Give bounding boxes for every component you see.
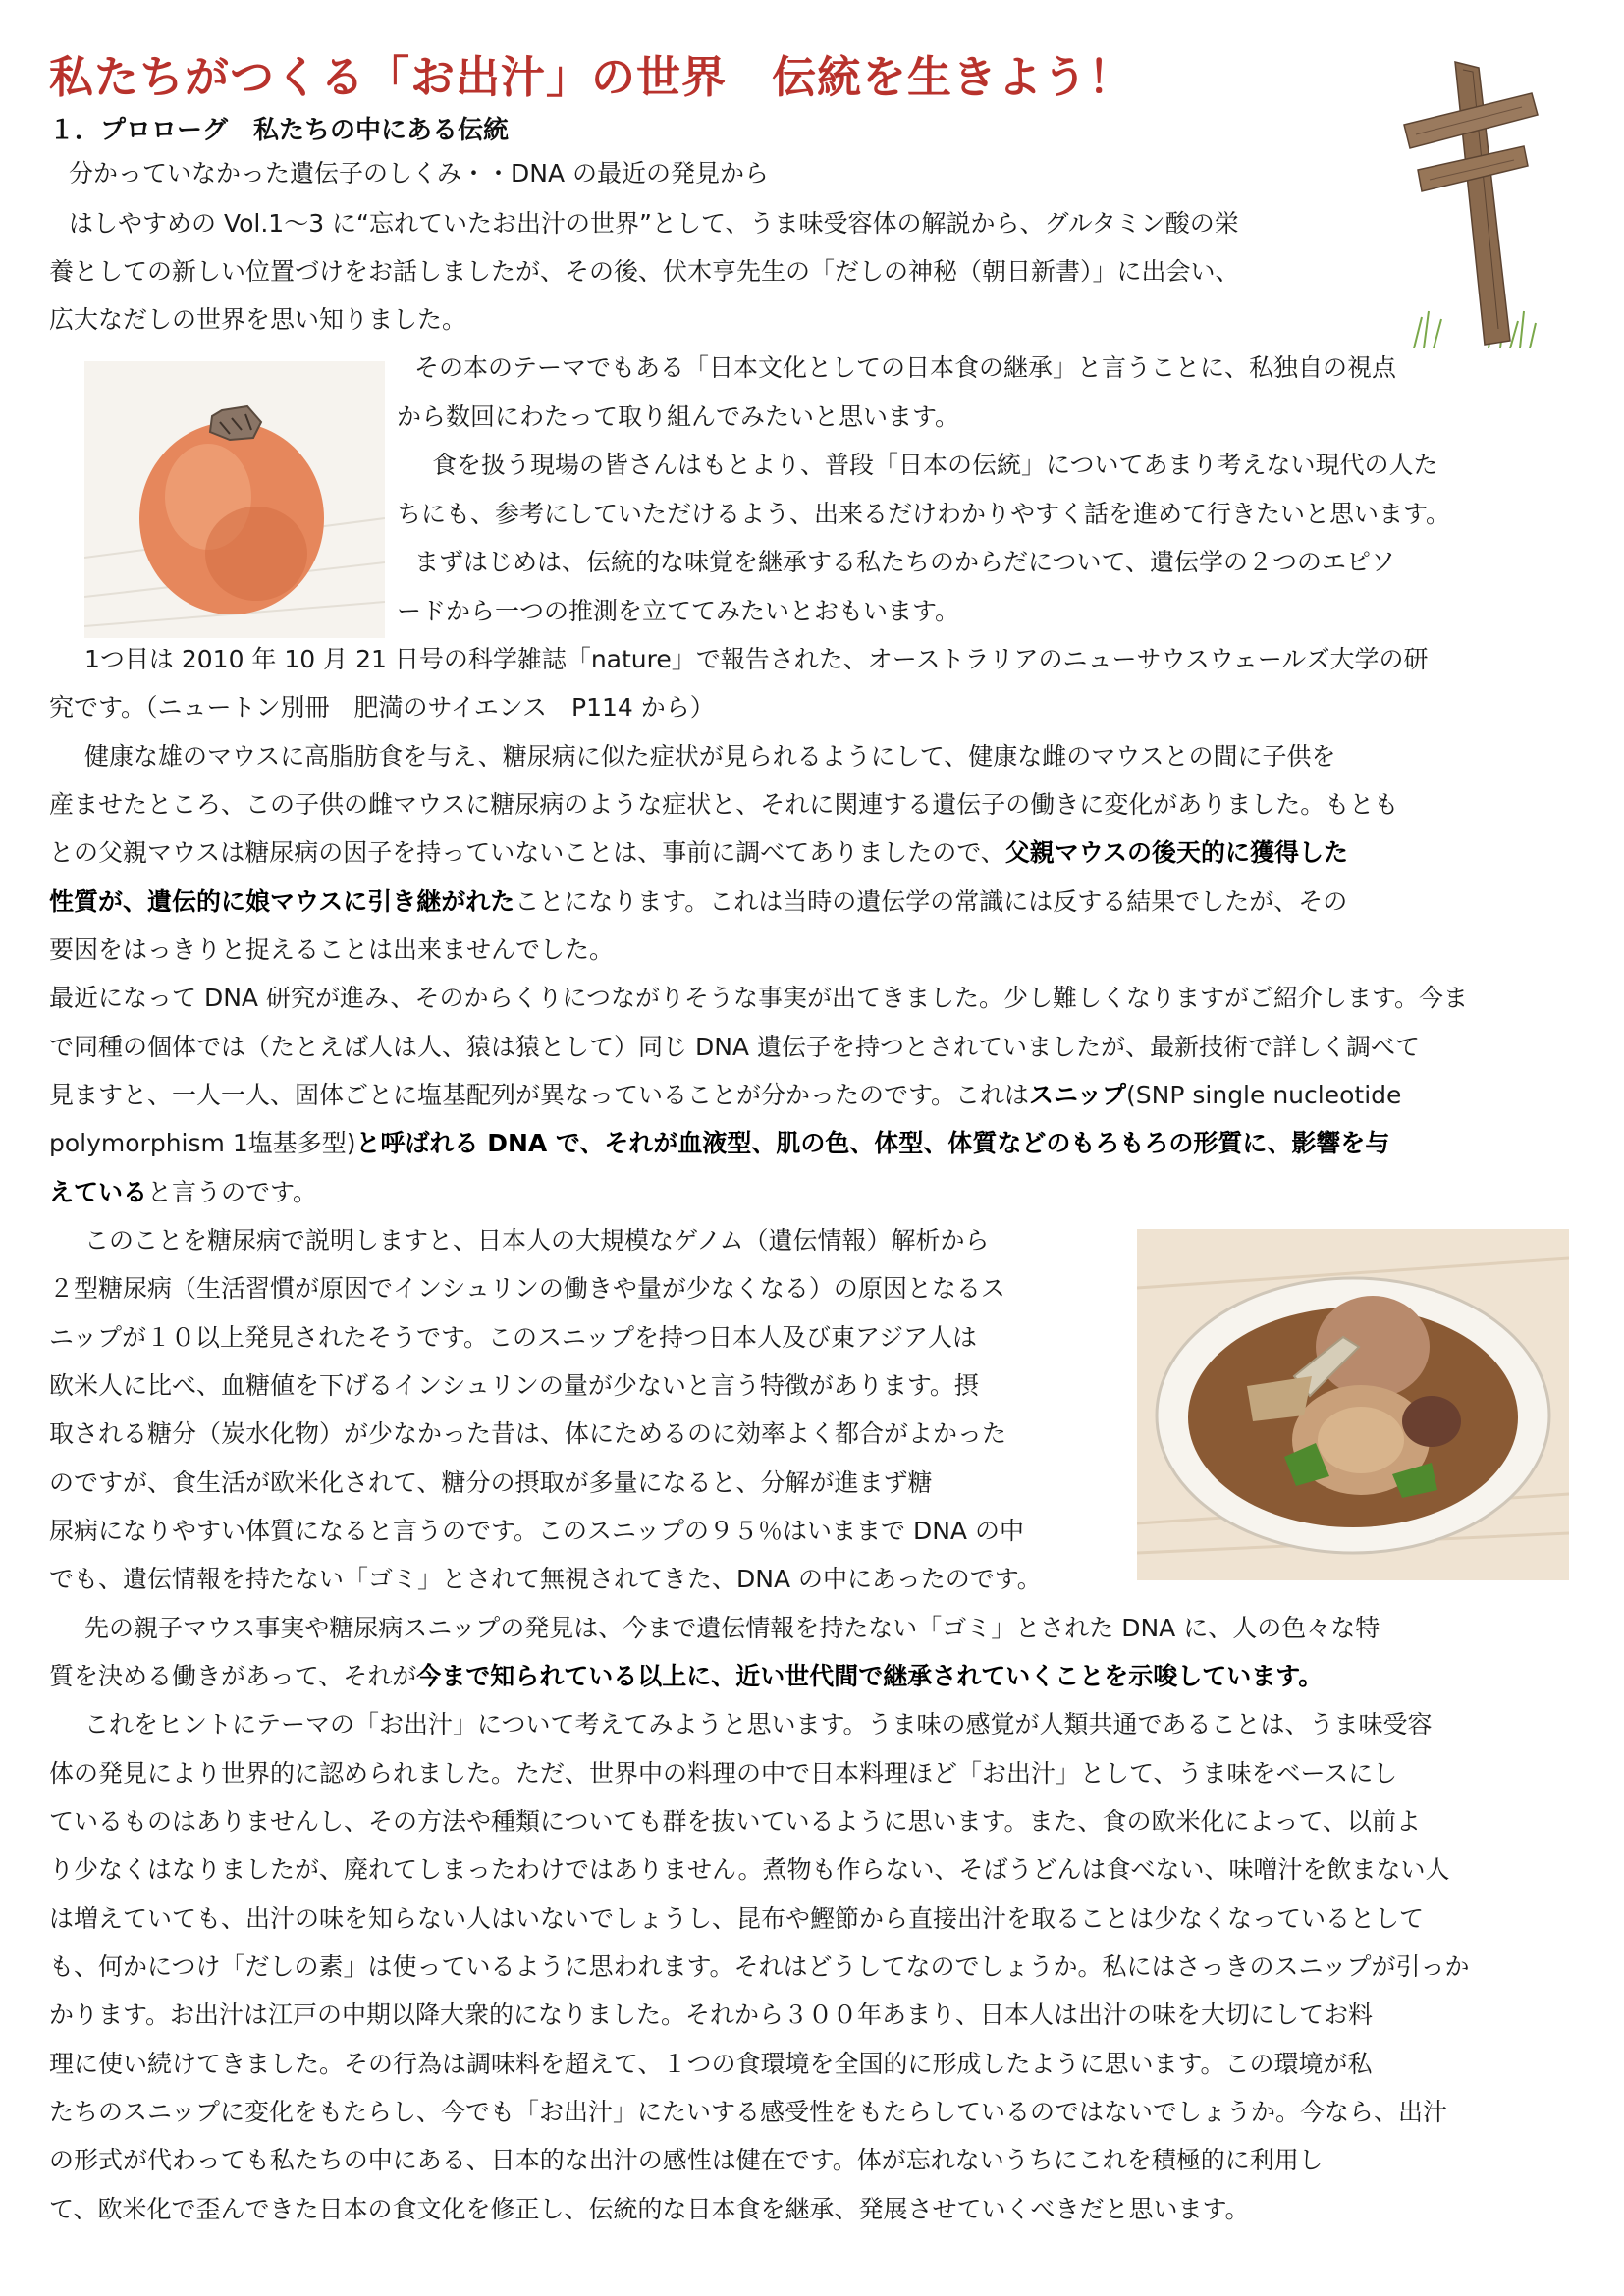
text-line: ードから一つの推測を立ててみたいとおもいます。 — [397, 597, 960, 625]
text-line: ているものはありませんし、その方法や種類についても群を抜いているように思います。また、食の欧米化によって、以前よ — [49, 1807, 1422, 1836]
section-heading: １．プロローグ 私たちの中にある伝統 — [49, 116, 510, 145]
text-line: ちにも、参考にしていただけるよう、出来るだけわかりやすく話を進めて行きたいと思います。 — [397, 500, 1451, 528]
text-line: ２型糖尿病（生活習慣が原因でインシュリンの働きや量が少なくなる）の原因となるス — [49, 1274, 1005, 1303]
emphasis-text: と呼ばれる DNA で、それが血液型、肌の色、体型、体質などのもろもろの形質に、影響を与 — [355, 1129, 1390, 1157]
text-line: 見ますと、一人一人、固体ごとに塩基配列が異なっていることが分かったのです。これはスニップ(SNP single nucleotide — [49, 1081, 1402, 1109]
text-line: polymorphism 1塩基多型)と呼ばれる DNA で、それが血液型、肌の色、体型、体質などのもろもろの形質に、影響を与 — [49, 1129, 1390, 1157]
text-line: 性質が、遺伝的に娘マウスに引き継がれたことになります。これは当時の遺伝学の常識には反する結果でしたが、その — [49, 887, 1348, 916]
emphasis-text: 性質が、遺伝的に娘マウスに引き継がれた — [49, 887, 515, 916]
text-line: 欧米人に比べ、血糖値を下げるインシュリンの量が少ないと言う特徴があります。摂 — [49, 1371, 979, 1400]
text-line: 1つ目は 2010 年 10 月 21 日号の科学雑誌「nature」で報告された、オーストラリアのニューサウスウェールズ大学の研 — [84, 645, 1429, 673]
emphasis-text: スニップ — [1029, 1081, 1127, 1109]
text-line: 最近になって DNA 研究が進み、そのからくりにつながりそうな事実が出てきました。少し難しくなりますがご紹介します。今ま — [49, 984, 1468, 1012]
text-line: でも、遺伝情報を持たない「ゴミ」とされて無視されてきた、DNA の中にあったのです。 — [49, 1565, 1042, 1593]
text-line: て、欧米化で歪んできた日本の食文化を修正し、伝統的な日本食を継承、発展させていくべきだと思います。 — [49, 2195, 1250, 2223]
text-line: えていると言うのです。 — [49, 1178, 318, 1206]
text-line: は増えていても、出汁の味を知らない人はいないでしょうし、昆布や鰹節から直接出汁を取ることは少なくなっているとして — [49, 1904, 1425, 1933]
text-line: の形式が代わっても私たちの中にある、日本的な出汁の感性は健在です。体が忘れないうちにこれを積極的に利用し — [49, 2146, 1324, 2174]
text-line: との父親マウスは糖尿病の因子を持っていないことは、事前に調べてありましたので、父親マウスの後天的に獲得した — [49, 838, 1349, 867]
persimmon-illustration — [84, 361, 385, 638]
page-title: 私たちがつくる「お出汁」の世界 伝統を生きよう！ — [49, 51, 1134, 103]
text-line: 要因をはっきりと捉えることは出来ませんでした。 — [49, 935, 615, 964]
text-line: その本のテーマでもある「日本文化としての日本食の継承」と言うことに、私独自の視点 — [414, 353, 1397, 382]
text-line: 体の発見により世界的に認められました。ただ、世界中の料理の中で日本料理ほど「お出汁」として、うま味をベースにし — [49, 1759, 1398, 1788]
text-line: 先の親子マウス事実や糖尿病スニップの発見は、今まで遺伝情報を持たない「ゴミ」とされた DNA に、人の色々な特 — [84, 1614, 1380, 1642]
bowl-icon — [1157, 1278, 1549, 1553]
text-line: で同種の個体では（たとえば人は人、猿は猿として）同じ DNA 遺伝子を持つとされていましたが、最新技術で詳しく調べて — [49, 1033, 1420, 1061]
text-line: 健康な雄のマウスに高脂肪食を与え、糖尿病に似た症状が見られるようにして、健康な雌のマウスとの間に子供を — [84, 742, 1336, 771]
text-line: 産ませたところ、この子供の雌マウスに糖尿病のような症状と、それに関連する遺伝子の働きに変化がありました。もとも — [49, 790, 1399, 819]
text-line: ニップが１０以上発見されたそうです。このスニップを持つ日本人及び東アジア人は — [49, 1323, 978, 1352]
text-line: このことを糖尿病で説明しますと、日本人の大規模なゲノム（遺伝情報）解析から — [84, 1226, 990, 1255]
text-line: のですが、食生活が欧米化されて、糖分の摂取が多量になると、分解が進まず糖 — [49, 1468, 933, 1497]
text-line: はしやすめの Vol.1～3 に“忘れていたお出汁の世界”として、うま味受容体の解説から、グルタミン酸の栄 — [69, 209, 1239, 238]
text-line: 食を扱う現場の皆さんはもとより、普段「日本の伝統」についてあまり考えない現代の人た — [432, 451, 1438, 479]
text-line: 取される糖分（炭水化物）が少なかった昔は、体にためるのに効率よく都合がよかった — [49, 1419, 1007, 1448]
text-line: 質を決める働きがあって、それが今まで知られている以上に、近い世代間で継承されていくことを示唆しています。 — [49, 1662, 1324, 1690]
text-line: から数回にわたって取り組んでみたいと思います。 — [397, 402, 960, 431]
text-line: まずはじめは、伝統的な味覚を継承する私たちのからだについて、遺伝学の２つのエピソ — [414, 548, 1396, 576]
signpost-illustration — [1394, 54, 1542, 348]
text-line: これをヒントにテーマの「お出汁」について考えてみようと思います。うま味の感覚が人類共通であることは、うま味受容 — [84, 1710, 1433, 1738]
bowl-illustration — [1137, 1229, 1569, 1580]
text-line: 広大なだしの世界を思い知りました。 — [49, 305, 467, 334]
text-line: 究です。（ニュートン別冊 肥満のサイエンス P114 から） — [49, 693, 715, 721]
text-line: 分かっていなかった遺伝子のしくみ・・DNA の最近の発見から — [69, 159, 770, 187]
text-line: 養としての新しい位置づけをお話しましたが、その後、伏木亨先生の「だしの神秘（朝日新書）」に出会い、 — [49, 257, 1240, 286]
text-line: 理に使い続けてきました。その行為は調味料を超えて、１つの食環境を全国的に形成したように思います。この環境が私 — [49, 2050, 1373, 2078]
text-line: も、何かにつけ「だしの素」は使っているように思われます。それはどうしてなのでしょうか。私にはさっきのスニップが引っか — [49, 1952, 1470, 1981]
emphasis-text: えている — [49, 1178, 148, 1206]
text-line: たちのスニップに変化をもたらし、今でも「お出汁」にたいする感受性をもたらしているのではないでしょうか。今なら、出汁 — [49, 2098, 1448, 2126]
grass-icon — [1414, 311, 1536, 348]
wooden-post-icon — [1404, 62, 1538, 345]
text-line: 尿病になりやすい体質になると言うのです。このスニップの９５％はいままで DNA の中 — [49, 1517, 1024, 1545]
text-line: り少なくはなりましたが、廃れてしまったわけではありません。煮物も作らない、そばうどんは食べない、味噌汁を飲まない人 — [49, 1855, 1450, 1884]
emphasis-text: 今まで知られている以上に、近い世代間で継承されていくことを示唆しています。 — [416, 1662, 1324, 1690]
emphasis-text: 父親マウスの後天的に獲得した — [1004, 838, 1349, 867]
text-line: かります。お出汁は江戸の中期以降大衆的になりました。それから３００年あまり、日本人は出汁の味を大切にしてお料 — [49, 2001, 1374, 2029]
